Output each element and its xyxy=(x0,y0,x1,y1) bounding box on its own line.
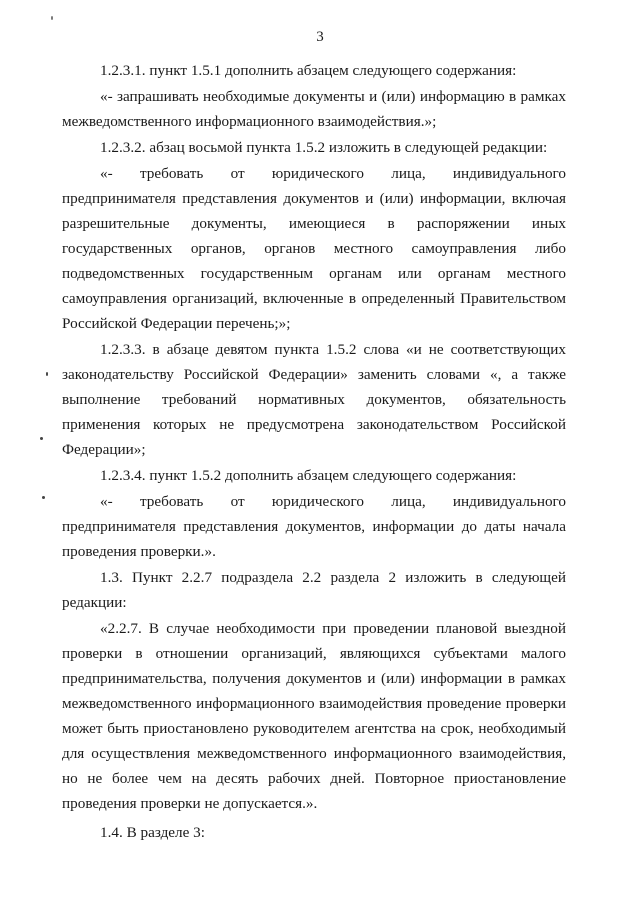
paragraph-1-2-3-2: 1.2.3.2. абзац восьмой пункта 1.5.2 изложить в следующей редакции: xyxy=(100,139,548,156)
paragraph-quote-2-2-7: «2.2.7. В случае необходимости при проведении плановой выездной проверки в отношении организаций, являющихся субъектами малого предпринимательства, получения документов и (или) информации в рамках межведомственного информационного взаимодействия проведение проверки может быть приостановлено руководителем агентства на срок, необходимый для осуществления межведомственного информационного взаимодействия, но не более чем на десять рабочих дней. Повторное приостановление проведения проверки не допускается.». xyxy=(62,620,566,812)
scan-speck xyxy=(46,372,48,376)
paragraph-1-2-3-3: 1.2.3.3. в абзаце девятом пункта 1.5.2 слова «и не соответствующих законодательству Российской Федерации» заменить словами «, а также выполнение требований нормативных документов, обязательность применения которых не предусмотрена законодательством Российской Федерации»; xyxy=(62,341,566,458)
paragraph-1-4: 1.4. В разделе 3: xyxy=(100,824,205,841)
scan-speck xyxy=(40,437,43,440)
paragraph-quote-require-documents: «- требовать от юридического лица, индивидуального предпринимателя представления документов и (или) информации, включая разрешительные документы, имеющиеся в распоряжении иных государственных органов, органов местного самоуправления либо подведомственных государственным органам или органам местного самоуправления организаций, включенные в определенный Правительством Российской Федерации перечень;»; xyxy=(62,165,566,332)
page-number: 3 xyxy=(316,29,324,45)
paragraph-quote-request-documents: «- запрашивать необходимые документы и (или) информацию в рамках межведомственного информационного взаимодействия.»; xyxy=(62,88,566,130)
paragraph-1-2-3-1: 1.2.3.1. пункт 1.5.1 дополнить абзацем следующего содержания: xyxy=(100,62,517,79)
scan-speck xyxy=(51,16,53,20)
scan-speck xyxy=(42,496,45,499)
paragraph-quote-require-before-start: «- требовать от юридического лица, индивидуального предпринимателя представления документов, информации до даты начала проведения проверки.». xyxy=(62,493,566,560)
paragraph-1-2-3-4: 1.2.3.4. пункт 1.5.2 дополнить абзацем следующего содержания: xyxy=(100,467,517,484)
document-body xyxy=(62,58,566,846)
paragraph-1-3: 1.3. Пункт 2.2.7 подраздела 2.2 раздела 2 изложить в следующей редакции: xyxy=(62,569,566,611)
